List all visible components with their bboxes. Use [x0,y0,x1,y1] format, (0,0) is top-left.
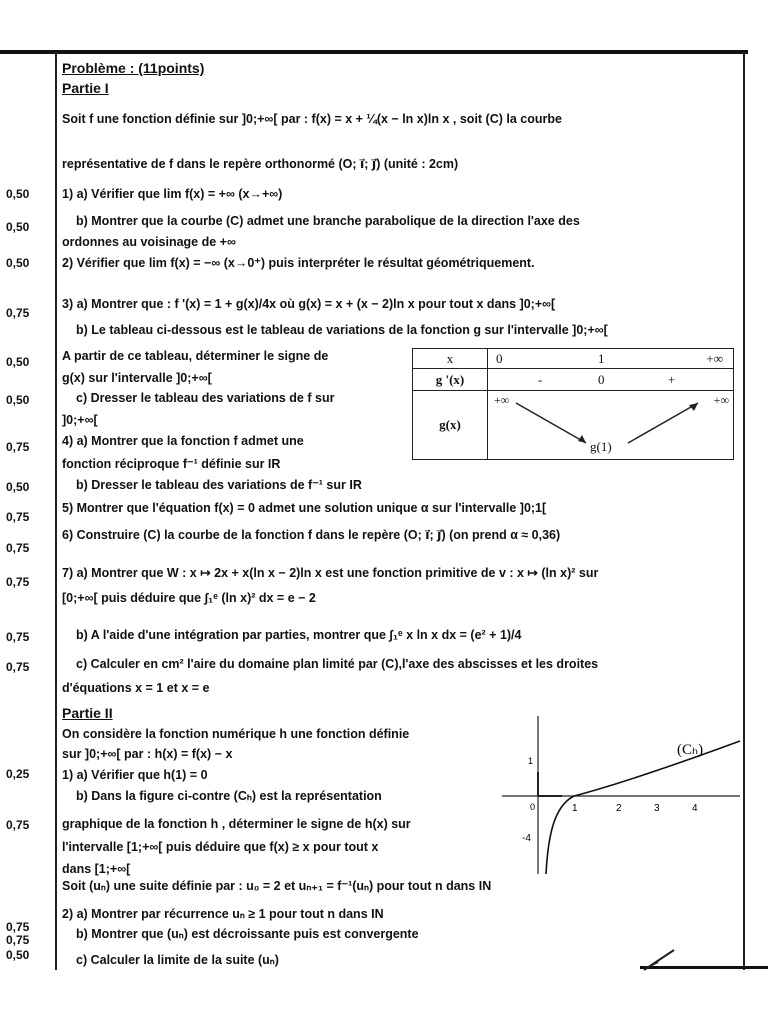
exercise-line: g(x) sur l'intervalle ]0;+∞[ [62,371,212,385]
exercise-line: fonction réciproque f⁻¹ définie sur IR [62,457,281,471]
table-g-left: +∞ [494,393,510,407]
exercise-line: 3) a) Montrer que : f '(x) = 1 + g(x)/4x où g(x) = x + (x − 2)ln x pour tout x dans ]0;+∞[ [62,297,556,311]
exercise-line: 5) Montrer que l'équation f(x) = 0 admet une solution unique α sur l'intervalle ]0;1[ [62,501,547,515]
table-x-label: x [413,349,488,369]
exercise-line: 4) a) Montrer que la fonction f admet une [62,434,304,448]
exercise-line: ordonnes au voisinage de +∞ [62,235,236,249]
exercise-line: A partir de ce tableau, déterminer le signe de [62,349,329,363]
score-value: 0,50 [6,948,30,962]
top-rule [0,50,748,54]
score-value: 0,50 [6,355,30,369]
table-x1: 1 [598,351,605,366]
table-g-right: +∞ [713,393,729,407]
problem-title: Problème : (11points) [62,60,205,76]
graph-tick-4: 4 [692,803,698,814]
exercise-line: sur ]0;+∞[ par : h(x) = f(x) − x [62,747,233,761]
exercise-line: c) Dresser le tableau des variations de f sur [76,391,335,405]
exercise-line: 1) a) Vérifier que lim f(x) = +∞ (x→+∞) [62,187,283,201]
table-gprime-zero: 0 [598,372,605,387]
exercise-line: 6) Construire (C) la courbe de la fonction f dans le repère (O; i⃗; j⃗) (on prend α ≈ 0,36) [62,528,561,542]
exercise-line: b) Le tableau ci-dessous est le tableau de variations de la fonction g sur l'intervalle ]0;+∞[ [76,323,608,337]
table-gprime-plus: + [668,372,676,387]
exercise-line: c) Calculer en cm² l'aire du domaine plan limité par (C),l'axe des abscisses et les droites [76,657,599,671]
score-value: 0,50 [6,480,30,494]
score-value: 0,50 [6,220,30,234]
graph-origin: 0 [530,802,536,812]
table-g-min: g(1) [590,439,612,454]
score-value: 0,75 [6,440,30,454]
exercise-line: Soit (uₙ) une suite définie par : u₀ = 2 et uₙ₊₁ = f⁻¹(uₙ) pour tout n dans IN [62,879,492,893]
exercise-line: b) Montrer que (uₙ) est décroissante puis est convergente [76,927,419,941]
table-arrows [488,391,718,459]
exercise-line: l'intervalle [1;+∞[ puis déduire que f(x) ≥ x pour tout x [62,840,379,854]
score-value: 0,75 [6,630,30,644]
part2-title: Partie II [62,705,113,721]
exercise-line: b) Dans la figure ci-contre (Cₕ) est la représentation [76,789,382,803]
score-value: 0,50 [6,256,30,270]
exercise-line: b) A l'aide d'une intégration par parties, montrer que ∫₁ᵉ x ln x dx = (e² + 1)/4 [76,628,522,642]
table-gprime-label: g '(x) [413,369,488,391]
exercise-line: 2) a) Montrer par récurrence uₙ ≥ 1 pour tout n dans IN [62,907,384,921]
exercise-line: ]0;+∞[ [62,413,98,427]
graph-tick-2: 2 [616,803,622,814]
score-value: 0,75 [6,575,30,589]
right-rule [743,52,745,970]
score-value: 0,50 [6,393,30,407]
score-value: 0,50 [6,187,30,201]
exercise-line: b) Montrer que la courbe (C) admet une branche parabolique de la direction l'axe des [76,214,580,228]
graph-curve-label: (Cₕ) [677,742,704,758]
variation-table [412,348,734,460]
score-value: 0,75 [6,510,30,524]
graph-ytick: -4 [522,833,531,844]
score-value: 0,75 [6,306,30,320]
exercise-line: [0;+∞[ puis déduire que ∫₁ᵉ (ln x)² dx = e − 2 [62,591,316,605]
table-gprime-minus: - [538,372,543,387]
h-curve-graph [502,716,742,876]
score-value: 0,75 [6,920,30,934]
part1-title: Partie I [62,80,109,96]
exercise-line: On considère la fonction numérique h une fonction définie [62,727,410,741]
table-g-label: g(x) [413,391,488,460]
graph-tick-1: 1 [572,803,578,814]
graph-tick-3: 3 [654,803,660,814]
exercise-line: 7) a) Montrer que W : x ↦ 2x + x(ln x − 2)ln x est une fonction primitive de v : x ↦ (ln x)² sur [62,566,599,580]
score-value: 0,75 [6,660,30,674]
score-value: 0,75 [6,541,30,555]
exercise-line: représentative de f dans le repère orthonormé (O; i⃗; j⃗) (unité : 2cm) [62,157,459,171]
score-margin-rule [55,52,57,970]
exercise-line: graphique de la fonction h , déterminer le signe de h(x) sur [62,817,411,831]
table-x0: 0 [496,351,503,366]
score-value: 0,75 [6,818,30,832]
graph-ytop: 1 [528,756,534,766]
table-x2: +∞ [706,351,723,366]
exercise-line: b) Dresser le tableau des variations de f⁻¹ sur IR [76,478,362,492]
exercise-line: Soit f une fonction définie sur ]0;+∞[ par : f(x) = x + ¼(x − ln x)ln x , soit (C) la courbe [62,112,562,126]
exercise-line: d'équations x = 1 et x = e [62,681,210,695]
exercise-line: dans [1;+∞[ [62,862,131,876]
score-value: 0,75 [6,933,30,947]
exercise-line: 2) Vérifier que lim f(x) = −∞ (x→0⁺) puis interpréter le résultat géométriquement. [62,256,535,270]
score-value: 0,25 [6,767,30,781]
exercise-line: 1) a) Vérifier que h(1) = 0 [62,768,208,782]
exercise-line: c) Calculer la limite de la suite (uₙ) [76,953,279,967]
pen-mark [640,944,680,974]
